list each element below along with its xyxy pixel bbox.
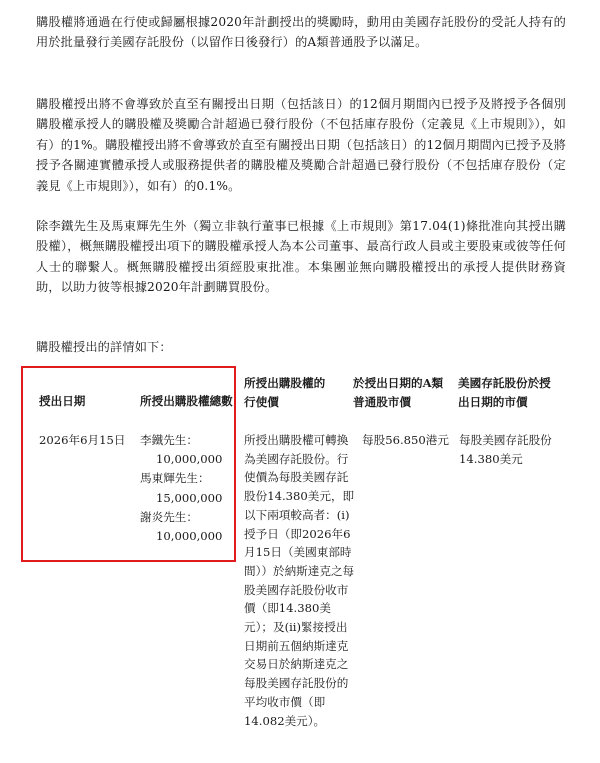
paragraph-details-intro: 購股權授出的詳情如下： (36, 340, 172, 354)
paragraph-limits: 購股權授出將不會導致於直至有關授出日期（包括該日）的12個月期間內已授予及將授予各個別購股權承授人的購股權及獎勵合計超過已發行股份（不包括庫存股份（定義見《上市規則》），如有）的1%。購股權授出將不會導致於直至有關授出日期（包括該日）的12個月期間內已授予及將授予各關連實體承授人或服務提供者的購股權及獎勵合計超過已發行股份（不包括庫存股份（定義見《上市規則》），如有）的0.1%。 (36, 97, 566, 193)
header-exercise-price: 所授出購股權的行使價 (244, 376, 326, 409)
header-ads-price: 美國存託股份於授出日期的市價 (458, 376, 551, 409)
holder-name: 謝炎先生： (140, 509, 198, 524)
header-total-options: 所授出購股權總數 (140, 394, 233, 408)
header-grant-date: 授出日期 (39, 394, 86, 408)
holder-amount: 10,000,000 (156, 529, 223, 544)
holder-name: 馬東輝先生： (140, 471, 210, 486)
cell-share-price: 每股56.850港元 (362, 433, 449, 447)
paragraph-funding: 購股權將通過在行使或歸屬根據2020年計劃授出的獎勵時，動用由美國存託股份的受託人持有的用於批量發行美國存託股份（以留作日後發行）的A類普通股予以滿足。 (36, 15, 566, 50)
paragraph-grantees: 除李鐵先生及馬東輝先生外（獨立非執行董事已根據《上市規則》第17.04(1)條批准向其授出購股權），概無購股權授出項下的購股權承授人為本公司董事、最高行政人員或主要股東或彼等任何人士的聯繫人。概無購股權授出須經股東批准。本集團並無向購股權授出的承授人提供財務資助，以助力彼等根據2020年計劃購買股份。 (36, 219, 566, 295)
holder-amount: 10,000,000 (156, 452, 223, 467)
header-share-price: 於授出日期的A類普通股市價 (353, 376, 444, 409)
cell-ads-price: 每股美國存託股份14.380美元 (459, 433, 552, 466)
cell-grant-date: 2026年6月15日 (39, 433, 126, 447)
holder-amount: 15,000,000 (156, 490, 223, 505)
highlight-box (21, 366, 236, 562)
cell-exercise-price: 所授出購股權可轉換為美國存託股份。行使價為每股美國存託股份14.380美元，即以下兩項較高者：(i)授予日（即2026年6月15日（美國東部時間））於納斯達克之每股美國存託股份收市價（即14.380美元）；及(ii)緊接授出日期前五個納斯達克交易日於納斯達克之每股美國存託股份的平均收市價（即14.082美元）。 (244, 433, 355, 728)
holder-name: 李鐵先生： (140, 433, 198, 447)
